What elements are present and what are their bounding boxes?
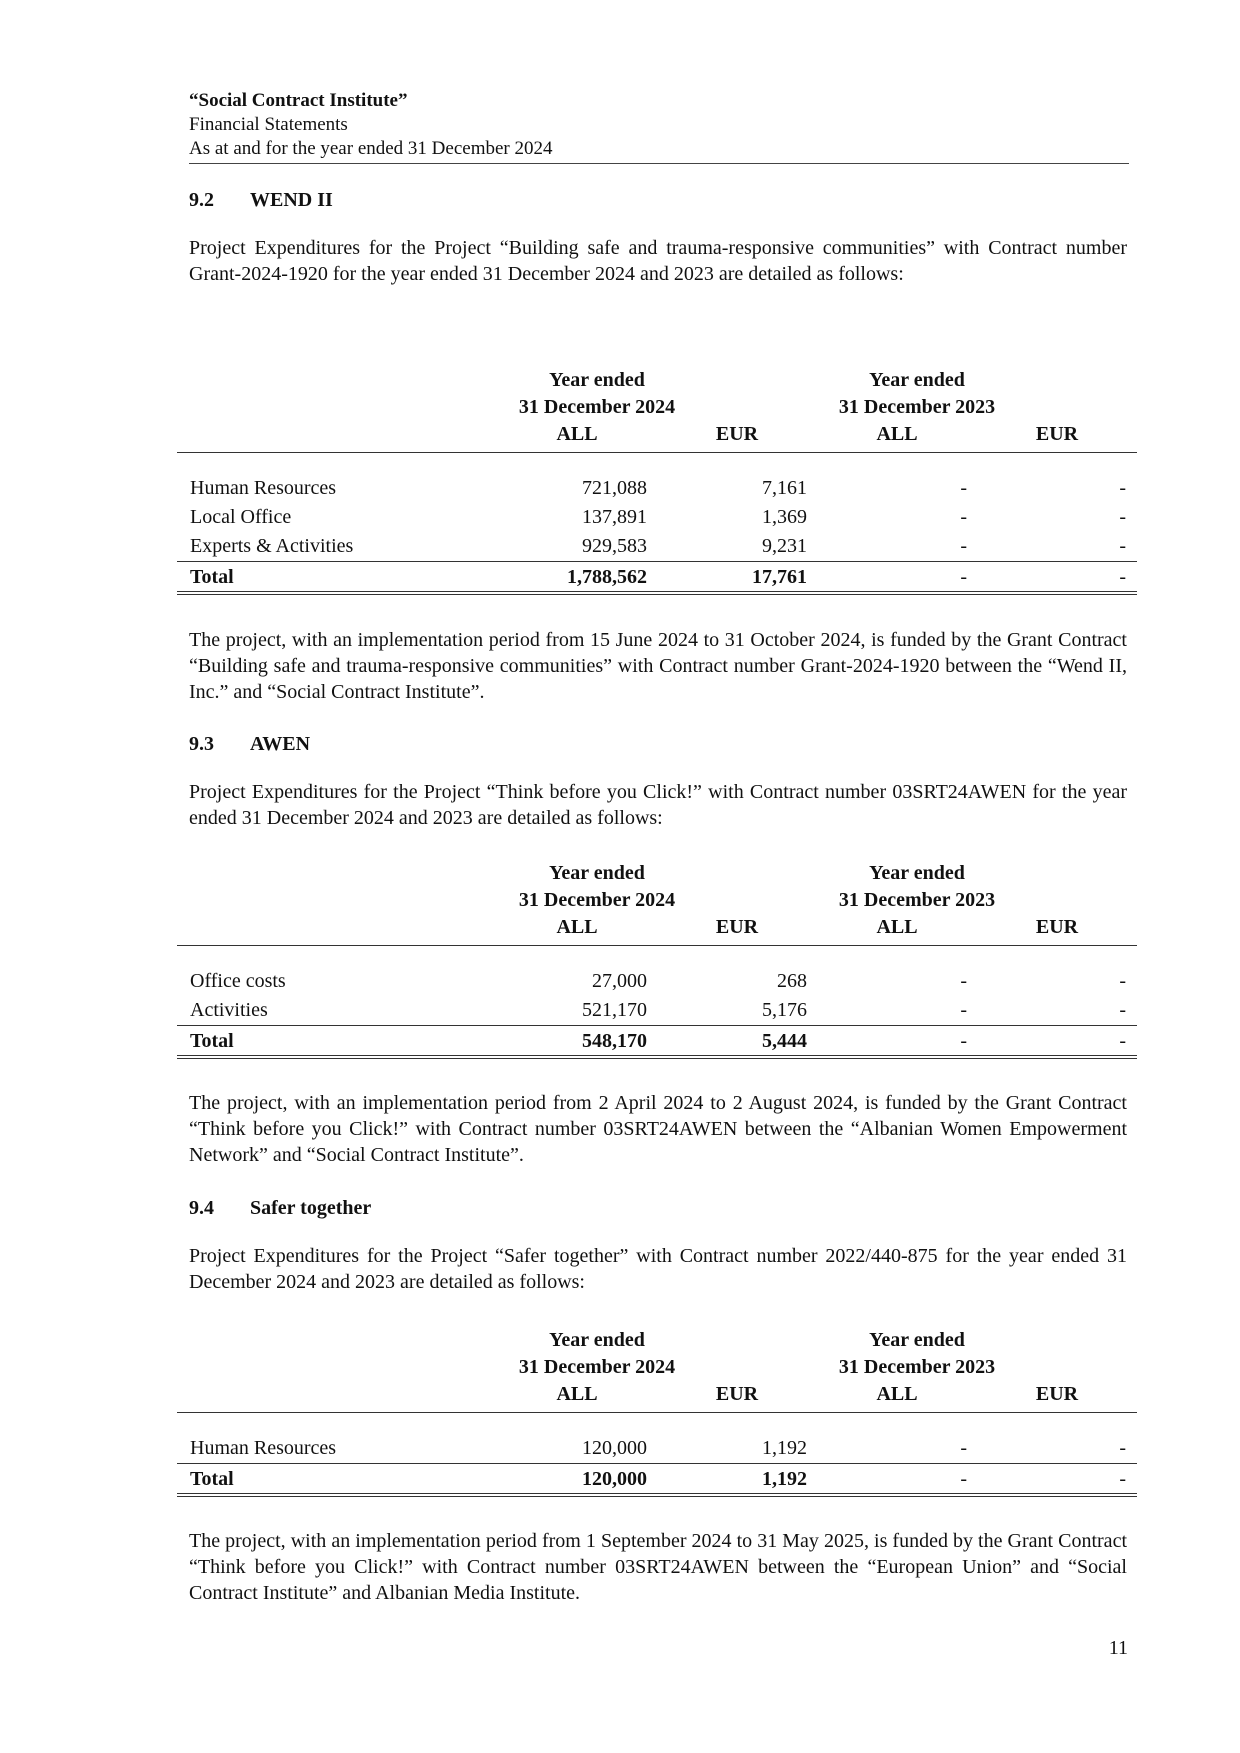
section-note-9-4: The project, with an implementation period from 1 September 2024 to 31 May 2025, is funded by the Grant Contract “Think before you Click!” with Contract number 03SRT24AWEN between the “European Union” and “Social Contract Institute” and Albanian Media Institute.	[189, 1530, 1127, 1604]
section-heading-9-2	[189, 187, 1127, 213]
row-label: Local Office	[190, 506, 292, 528]
header-organization: “Social Contract Institute”	[189, 90, 408, 111]
section-note-9-2: The project, with an implementation period from 15 June 2024 to 31 October 2024, is funded by the Grant Contract “Building safe and trauma-responsive communities” with Contract number Grant-2024-1920 between the “Wend II, Inc.” and “Social Contract Institute”.	[189, 629, 1127, 703]
section-title: AWEN	[250, 733, 311, 755]
currency-header-eur-2023: EUR	[1035, 1383, 1079, 1405]
period-header-2023: Year ended 31 December 2023	[838, 1329, 996, 1378]
total-eur-2023: -	[1119, 1030, 1126, 1052]
value-all-2024: 27,000	[592, 970, 647, 992]
table-row	[177, 1434, 1137, 1463]
row-label: Experts & Activities	[190, 535, 354, 557]
total-eur-2024: 5,444	[762, 1030, 807, 1052]
page-header	[189, 89, 1129, 164]
value-eur-2023: -	[1119, 506, 1126, 528]
section-heading-9-4	[189, 1195, 1127, 1221]
period-header-2024: Year ended 31 December 2024	[518, 1329, 676, 1378]
expenditure-table-9-3	[177, 860, 1137, 1059]
period-header-2023: Year ended 31 December 2023	[838, 862, 996, 911]
total-eur-2023: -	[1119, 566, 1126, 588]
value-eur-2023: -	[1119, 1437, 1126, 1459]
row-label: Office costs	[190, 970, 286, 992]
total-all-2024: 548,170	[582, 1030, 647, 1052]
currency-header-eur-2024: EUR	[715, 916, 759, 938]
section-number: 9.4	[189, 1197, 214, 1219]
table-header	[177, 1327, 1137, 1413]
value-all-2024: 120,000	[582, 1437, 647, 1459]
total-eur-2023: -	[1119, 1468, 1126, 1490]
value-all-2023: -	[960, 535, 967, 557]
section-number: 9.2	[189, 189, 214, 211]
value-all-2023: -	[960, 999, 967, 1021]
row-label: Activities	[190, 999, 268, 1021]
total-label: Total	[190, 566, 234, 588]
value-eur-2023: -	[1119, 535, 1126, 557]
total-all-2024: 1,788,562	[567, 566, 647, 588]
value-eur-2023: -	[1119, 477, 1126, 499]
table-header	[177, 367, 1137, 453]
value-eur-2024: 1,369	[762, 506, 807, 528]
total-eur-2024: 1,192	[762, 1468, 807, 1490]
section-title: Safer together	[250, 1197, 372, 1219]
value-eur-2024: 7,161	[762, 477, 807, 499]
section-note-9-3: The project, with an implementation period from 2 April 2024 to 2 August 2024, is funded by the Grant Contract “Think before you Click!” with Contract number 03SRT24AWEN between the “Albanian Women Empowerment Network” and “Social Contract Institute”.	[189, 1092, 1127, 1166]
total-all-2023: -	[960, 566, 967, 588]
section-heading-9-3	[189, 731, 1127, 757]
total-label: Total	[190, 1030, 234, 1052]
currency-header-all-2024: ALL	[556, 916, 598, 938]
section-title: WEND II	[250, 189, 333, 211]
currency-header-eur-2024: EUR	[715, 423, 759, 445]
value-eur-2024: 5,176	[762, 999, 807, 1021]
value-all-2024: 137,891	[582, 506, 647, 528]
page-number: 11	[1108, 1637, 1128, 1659]
total-row	[177, 1463, 1137, 1497]
currency-header-all-2023: ALL	[876, 916, 918, 938]
section-intro-9-3: Project Expenditures for the Project “Think before you Click!” with Contract number 03SRT24AWEN for the year ended 31 December 2024 and 2023 are detailed as follows:	[189, 781, 1127, 829]
currency-header-all-2024: ALL	[556, 1383, 598, 1405]
total-all-2023: -	[960, 1030, 967, 1052]
value-all-2024: 721,088	[582, 477, 647, 499]
total-label: Total	[190, 1468, 234, 1490]
table-row	[177, 503, 1137, 532]
value-all-2023: -	[960, 970, 967, 992]
total-all-2024: 120,000	[582, 1468, 647, 1490]
value-all-2023: -	[960, 477, 967, 499]
currency-header-all-2023: ALL	[876, 1383, 918, 1405]
table-row	[177, 474, 1137, 503]
table-row	[177, 532, 1137, 561]
section-number: 9.3	[189, 733, 214, 755]
value-eur-2024: 268	[777, 970, 807, 992]
period-header-2024: Year ended 31 December 2024	[518, 369, 676, 418]
expenditure-table-9-4	[177, 1327, 1137, 1497]
value-eur-2024: 1,192	[762, 1437, 807, 1459]
period-header-2023: Year ended 31 December 2023	[838, 369, 996, 418]
section-intro-9-2: Project Expenditures for the Project “Building safe and trauma-responsive communities” with Contract number Grant-2024-1920 for the year ended 31 December 2024 and 2023 are detailed as follows:	[189, 237, 1127, 285]
value-all-2023: -	[960, 1437, 967, 1459]
row-label: Human Resources	[190, 1437, 337, 1459]
total-all-2023: -	[960, 1468, 967, 1490]
value-eur-2023: -	[1119, 970, 1126, 992]
row-label: Human Resources	[190, 477, 337, 499]
value-all-2023: -	[960, 506, 967, 528]
total-row	[177, 561, 1137, 595]
value-eur-2023: -	[1119, 999, 1126, 1021]
currency-header-eur-2023: EUR	[1035, 916, 1079, 938]
table-header	[177, 860, 1137, 946]
table-row	[177, 996, 1137, 1025]
section-intro-9-4: Project Expenditures for the Project “Safer together” with Contract number 2022/440-875 for the year ended 31 December 2024 and 2023 are detailed as follows:	[189, 1245, 1127, 1293]
value-eur-2024: 9,231	[762, 535, 807, 557]
value-all-2024: 521,170	[582, 999, 647, 1021]
total-eur-2024: 17,761	[752, 566, 807, 588]
header-document-title: Financial Statements	[189, 114, 348, 135]
expenditure-table-9-2	[177, 367, 1137, 595]
header-period: As at and for the year ended 31 December 2024	[189, 138, 553, 159]
currency-header-all-2023: ALL	[876, 423, 918, 445]
table-row	[177, 967, 1137, 996]
period-header-2024: Year ended 31 December 2024	[518, 862, 676, 911]
currency-header-eur-2023: EUR	[1035, 423, 1079, 445]
value-all-2024: 929,583	[582, 535, 647, 557]
currency-header-eur-2024: EUR	[715, 1383, 759, 1405]
total-row	[177, 1025, 1137, 1059]
currency-header-all-2024: ALL	[556, 423, 598, 445]
